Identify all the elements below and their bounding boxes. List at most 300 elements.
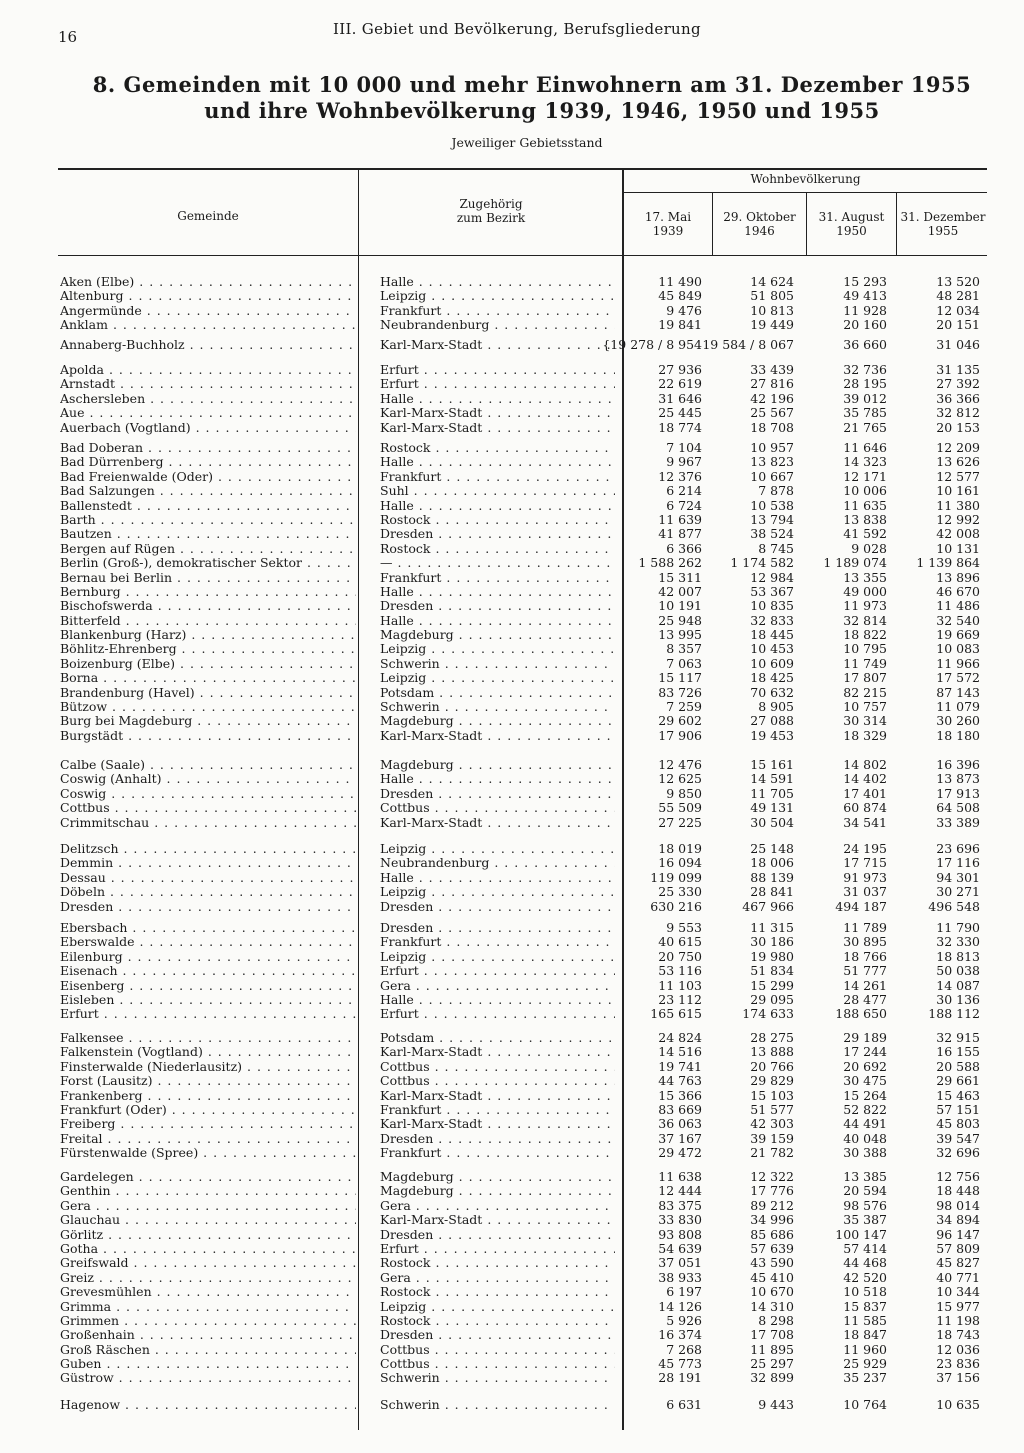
table-row: [0, 1045, 1024, 1059]
value-1939-cell: 165 615: [650, 1006, 702, 1022]
value-1955-cell: 37 156: [936, 1370, 980, 1386]
value-1946-cell: 27 088: [750, 713, 794, 729]
value-1950-cell: 40 048: [843, 1130, 887, 1146]
table-row: [0, 513, 1024, 527]
value-1946-cell: 20 766: [750, 1058, 794, 1074]
bezirk-cell: Cottbus . . .: [380, 801, 615, 815]
value-1950-cell: 17 244: [843, 1044, 887, 1060]
value-1946-cell: 14 624: [750, 274, 794, 289]
gemeinde-cell: Coswig (Anhalt) . . .: [60, 772, 356, 786]
value-1950-cell: 60 874: [843, 800, 887, 816]
gemeinde-cell: Frankenberg . . .: [60, 1089, 356, 1103]
table-row: [0, 527, 1024, 541]
table-title: [0, 72, 1024, 124]
gemeinde-cell: Aschersleben . . .: [60, 392, 356, 406]
value-1950-cell: 21 765: [843, 419, 887, 435]
table-row: [0, 671, 1024, 685]
value-1955-cell: 57 151: [936, 1101, 980, 1117]
table-row: [0, 964, 1024, 978]
gemeinde-cell: Berlin (Groß-), demokratischer Sektor . . .: [60, 556, 356, 570]
value-1950-cell: 11 973: [843, 598, 887, 614]
value-1955-cell: 64 508: [936, 800, 980, 816]
bezirk-cell: Rostock . . .: [380, 1314, 615, 1328]
header-col-1946-year: 1946: [744, 224, 775, 238]
value-1946-cell: 11 315: [750, 920, 794, 935]
value-1939-cell: 27 225: [658, 814, 702, 830]
value-1955-cell: 10 083: [936, 641, 980, 657]
value-1955-cell: 32 330: [936, 934, 980, 950]
table-row: [0, 556, 1024, 570]
value-1950-cell: 18 822: [843, 627, 887, 643]
value-1955-cell: 18 743: [936, 1327, 980, 1343]
gemeinde-cell: Greiz . . .: [60, 1271, 356, 1285]
header-bezirk-line-1: Zugehörig: [459, 197, 523, 211]
value-1950-cell: 12 171: [843, 468, 887, 484]
value-1950-cell: 35 387: [843, 1212, 887, 1228]
value-1950-cell: 188 650: [835, 1006, 887, 1022]
value-1939-cell: 11 490: [658, 274, 702, 289]
value-1939-cell: 41 877: [658, 526, 702, 542]
table-row: [0, 1074, 1024, 1088]
value-1946-cell: 14 310: [750, 1298, 794, 1314]
table-row: [0, 1146, 1024, 1160]
value-1939-cell: 9 967: [666, 454, 702, 470]
value-1950-cell: 57 414: [843, 1240, 887, 1256]
table-row: [0, 950, 1024, 964]
value-1946-cell: 25 567: [750, 405, 794, 421]
value-1950-cell: 17 807: [843, 670, 887, 686]
table-row: [0, 599, 1024, 613]
value-1946-cell: 10 538: [750, 497, 794, 513]
value-1946-cell: 30 186: [750, 934, 794, 950]
value-1939-cell: 18 019: [658, 841, 702, 856]
table-row: [0, 1371, 1024, 1385]
bezirk-cell: Halle . . .: [380, 614, 615, 628]
table-row: [0, 729, 1024, 743]
table-row: [0, 642, 1024, 656]
bezirk-cell: Frankfurt . . .: [380, 470, 615, 484]
title-line-1: 8. Gemeinden mit 10 000 und mehr Einwohnern am 31. Dezember 1955: [92, 72, 972, 97]
value-1955-cell: 87 143: [936, 684, 980, 700]
value-1950-cell: 17 715: [843, 855, 887, 871]
value-1939-cell: 45 849: [658, 288, 702, 304]
value-1955-cell: 27 392: [936, 376, 980, 392]
header-top-rule: [58, 168, 987, 170]
row-group: [0, 1170, 1024, 1386]
bezirk-cell: Neubrandenburg . . .: [380, 856, 615, 870]
value-1955-cell: 10 161: [936, 483, 980, 499]
table-row: [0, 758, 1024, 772]
table-row: [0, 628, 1024, 642]
table-subtitle: Jeweiliger Gebietsstand: [451, 135, 603, 150]
bezirk-cell: Gera . . .: [380, 979, 615, 993]
table-row: [0, 842, 1024, 856]
gemeinde-cell: Grimma . . .: [60, 1300, 356, 1314]
gemeinde-cell: Dessau . . .: [60, 871, 356, 885]
value-1946-cell: 8 905: [758, 699, 794, 715]
value-1946-cell: 9 443: [758, 1397, 794, 1412]
value-1946-cell: 11 705: [750, 785, 794, 801]
value-1946-cell: 18 708: [750, 419, 794, 435]
gemeinde-cell: Genthin . . .: [60, 1184, 356, 1198]
value-1946-cell: 85 686: [750, 1226, 794, 1242]
value-1939-cell: 55 509: [658, 800, 702, 816]
table-row: [0, 614, 1024, 628]
gemeinde-cell: Eisenach . . .: [60, 964, 356, 978]
row-group: [0, 275, 1024, 333]
bezirk-cell: Halle . . .: [380, 275, 615, 289]
value-1955-cell: 188 112: [928, 1006, 980, 1022]
value-1950-cell: 10 795: [843, 641, 887, 657]
table-row: [0, 499, 1024, 513]
value-1955-cell: 94 301: [936, 869, 980, 885]
table-row: [0, 1242, 1024, 1256]
gemeinde-cell: Aue . . .: [60, 406, 356, 420]
value-1950-cell: 29 189: [843, 1030, 887, 1045]
value-1946-cell: 19 449: [750, 317, 794, 333]
gemeinde-cell: Annaberg-Buchholz . . .: [60, 338, 356, 352]
value-1939-cell: 93 808: [658, 1226, 702, 1242]
bezirk-cell: Magdeburg . . .: [380, 1170, 615, 1184]
value-1939-cell: 37 051: [658, 1255, 702, 1271]
value-1950-cell: 31 037: [843, 884, 887, 900]
value-1955-cell: 17 572: [936, 670, 980, 686]
table-row: [0, 392, 1024, 406]
value-1955-cell: 18 813: [936, 948, 980, 964]
bezirk-cell: Karl-Marx-Stadt . . .: [380, 406, 615, 420]
value-1939-cell: 119 099: [650, 869, 702, 885]
value-1939-cell: 31 646: [658, 390, 702, 406]
value-1939-cell: 7 063: [666, 655, 702, 671]
value-1950-cell: 11 960: [843, 1341, 887, 1357]
bezirk-cell: Leipzig . . .: [380, 642, 615, 656]
table-row: [0, 1089, 1024, 1103]
value-1950-cell: 30 314: [843, 713, 887, 729]
gemeinde-cell: Cottbus . . .: [60, 801, 356, 815]
header-bottom-rule: [58, 255, 987, 256]
bezirk-cell: Frankfurt . . .: [380, 1103, 615, 1117]
value-1950-cell: 24 195: [843, 841, 887, 856]
table-row: [0, 1117, 1024, 1131]
value-1950-cell: 36 660: [843, 337, 887, 352]
bezirk-cell: Halle . . .: [380, 871, 615, 885]
table-row: [0, 1328, 1024, 1342]
value-1939-cell: 16 094: [658, 855, 702, 871]
value-1955-cell: 57 809: [936, 1240, 980, 1256]
table-row: [0, 275, 1024, 289]
gemeinde-cell: Ebersbach . . .: [60, 921, 356, 935]
value-1939-cell: 23 112: [658, 991, 702, 1007]
row-group: [0, 338, 1024, 352]
value-1955-cell: 23 836: [936, 1356, 980, 1372]
value-1939-cell: 14 126: [658, 1298, 702, 1314]
value-1955-cell: 12 209: [936, 440, 980, 455]
value-1939-cell: 22 619: [658, 376, 702, 392]
value-1950-cell: 32 814: [843, 612, 887, 628]
value-1950-cell: 18 847: [843, 1327, 887, 1343]
table-row: [0, 421, 1024, 435]
row-group: [0, 441, 1024, 743]
value-1939-cell: 83 375: [658, 1197, 702, 1213]
value-1950-cell: 49 413: [843, 288, 887, 304]
bezirk-cell: Rostock . . .: [380, 1256, 615, 1270]
value-1950-cell: 17 401: [843, 785, 887, 801]
gemeinde-cell: Gardelegen . . .: [60, 1170, 356, 1184]
value-1939-cell: 6 214: [666, 483, 702, 499]
bezirk-cell: Potsdam . . .: [380, 1031, 615, 1045]
value-1955-cell: 39 547: [936, 1130, 980, 1146]
value-1939-cell: 29 602: [658, 713, 702, 729]
table-row: [0, 484, 1024, 498]
value-1939-cell: 45 773: [658, 1356, 702, 1372]
value-1950-cell: 35 785: [843, 405, 887, 421]
bezirk-cell: Rostock . . .: [380, 542, 615, 556]
value-1939-cell: 12 625: [658, 771, 702, 787]
bezirk-cell: Frankfurt . . .: [380, 571, 615, 585]
value-1955-cell: 30 260: [936, 713, 980, 729]
value-1939-cell: 37 167: [658, 1130, 702, 1146]
bezirk-cell: Gera . . .: [380, 1271, 615, 1285]
gemeinde-cell: Eilenburg . . .: [60, 950, 356, 964]
table-row: [0, 571, 1024, 585]
bezirk-cell: Karl-Marx-Stadt . . .: [380, 1213, 615, 1227]
bezirk-cell: Dresden . . .: [380, 1132, 615, 1146]
bezirk-cell: Frankfurt . . .: [380, 935, 615, 949]
value-1946-cell: 70 632: [750, 684, 794, 700]
value-1950-cell: 14 402: [843, 771, 887, 787]
value-1955-cell: 96 147: [936, 1226, 980, 1242]
value-1955-cell: 13 626: [936, 454, 980, 470]
table-row: [0, 338, 1024, 352]
table-row: [0, 585, 1024, 599]
table-row: [0, 1256, 1024, 1270]
value-1950-cell: 30 388: [843, 1145, 887, 1161]
value-1955-cell: 10 131: [936, 540, 980, 556]
gemeinde-cell: Großenhain . . .: [60, 1328, 356, 1342]
gemeinde-cell: Borna . . .: [60, 671, 356, 685]
table-row: [0, 1060, 1024, 1074]
gemeinde-cell: Auerbach (Vogtland) . . .: [60, 421, 356, 435]
gemeinde-cell: Burgstädt . . .: [60, 729, 356, 743]
table-row: [0, 787, 1024, 801]
gemeinde-cell: Frankfurt (Oder) . . .: [60, 1103, 356, 1117]
table-row: [0, 363, 1024, 377]
value-1946-cell: 45 410: [750, 1269, 794, 1285]
value-1955-cell: 16 396: [936, 757, 980, 772]
gemeinde-cell: Eberswalde . . .: [60, 935, 356, 949]
value-1946-cell: 15 161: [750, 757, 794, 772]
table-row: [0, 1228, 1024, 1242]
gemeinde-cell: Barth . . .: [60, 513, 356, 527]
bezirk-cell: Leipzig . . .: [380, 842, 615, 856]
value-1955-cell: 10 344: [936, 1284, 980, 1300]
value-1950-cell: 44 468: [843, 1255, 887, 1271]
value-1946-cell: 11 895: [750, 1341, 794, 1357]
table-row: [0, 1213, 1024, 1227]
bezirk-cell: Rostock . . .: [380, 513, 615, 527]
gemeinde-cell: Boizenburg (Elbe) . . .: [60, 657, 356, 671]
value-1946-cell: 8 298: [758, 1312, 794, 1328]
value-1946-cell: 25 148: [750, 841, 794, 856]
value-1946-cell: 89 212: [750, 1197, 794, 1213]
value-1955-cell: 19 669: [936, 627, 980, 643]
gemeinde-cell: Altenburg . . .: [60, 289, 356, 303]
header-col-1950-year: 1950: [836, 224, 867, 238]
value-1950-cell: 51 777: [843, 963, 887, 979]
value-1955-cell: 30 136: [936, 991, 980, 1007]
gemeinde-cell: Fürstenwalde (Spree) . . .: [60, 1146, 356, 1160]
value-1955-cell: 50 038: [936, 963, 980, 979]
value-1946-cell: 13 794: [750, 511, 794, 527]
table-row: [0, 377, 1024, 391]
value-1939-cell: 36 063: [658, 1116, 702, 1132]
table-row: [0, 318, 1024, 332]
gemeinde-cell: Görlitz . . .: [60, 1228, 356, 1242]
value-1950-cell: 100 147: [835, 1226, 887, 1242]
value-1950-cell: 42 520: [843, 1269, 887, 1285]
value-1946-cell: 18 006: [750, 855, 794, 871]
bezirk-cell: — . . .: [380, 556, 615, 570]
header-bezirk-line-2: zum Bezirk: [456, 211, 526, 225]
header-col-1939-year: 1939: [652, 224, 684, 238]
value-1955-cell: 45 803: [936, 1116, 980, 1132]
value-1950-cell: 20 692: [843, 1058, 887, 1074]
value-1950-cell: 14 802: [843, 757, 887, 772]
value-1950-cell: 28 195: [843, 376, 887, 392]
header-col-1950: [807, 210, 896, 238]
table-row: [0, 816, 1024, 830]
bezirk-cell: Dresden . . .: [380, 599, 615, 613]
value-1955-cell: 17 116: [936, 855, 980, 871]
gemeinde-cell: Delitzsch . . .: [60, 842, 356, 856]
page-number: 16: [58, 28, 78, 46]
bezirk-cell: Leipzig . . .: [380, 885, 615, 899]
value-1955-cell: 20 151: [936, 317, 980, 333]
bezirk-cell: Cottbus . . .: [380, 1060, 615, 1074]
value-1946-cell: 29 095: [750, 991, 794, 1007]
bezirk-cell: Schwerin . . .: [380, 700, 615, 714]
bezirk-cell: Karl-Marx-Stadt . . .: [380, 1089, 615, 1103]
table-row: [0, 1398, 1024, 1412]
value-1950-cell: 11 789: [843, 920, 887, 935]
table-row: [0, 871, 1024, 885]
value-1950-cell: 52 822: [843, 1101, 887, 1117]
gemeinde-cell: Blankenburg (Harz) . . .: [60, 628, 356, 642]
value-1950-cell: 34 541: [843, 814, 887, 830]
value-1955-cell: 48 281: [936, 288, 980, 304]
value-1955-cell: 31 135: [936, 362, 980, 377]
value-1955-cell: 13 896: [936, 569, 980, 585]
gemeinde-cell: Groß Räschen . . .: [60, 1343, 356, 1357]
value-1946-cell: 32 899: [750, 1370, 794, 1386]
value-1946-cell: 51 805: [750, 288, 794, 304]
gemeinde-cell: Grimmen . . .: [60, 1314, 356, 1328]
value-1946-cell: 10 957: [750, 440, 794, 455]
value-1955-cell: 11 966: [936, 655, 980, 671]
value-1946-cell: 174 633: [742, 1006, 794, 1022]
bezirk-cell: Erfurt . . .: [380, 1007, 615, 1021]
value-1950-cell: 91 973: [843, 869, 887, 885]
value-1950-cell: 20 160: [843, 317, 887, 333]
value-1950-cell: 49 000: [843, 583, 887, 599]
bezirk-cell: Schwerin . . .: [380, 1398, 615, 1412]
bezirk-cell: Halle . . .: [380, 772, 615, 786]
value-1946-cell: 13 888: [750, 1044, 794, 1060]
value-1950-cell: 14 261: [843, 977, 887, 993]
value-1946-cell: 88 139: [750, 869, 794, 885]
bezirk-cell: Rostock . . .: [380, 441, 615, 455]
table-row: [0, 1314, 1024, 1328]
value-1946-cell: 32 833: [750, 612, 794, 628]
value-1939-cell: 25 948: [658, 612, 702, 628]
bezirk-cell: Dresden . . .: [380, 787, 615, 801]
bezirk-cell: Leipzig . . .: [380, 289, 615, 303]
gemeinde-cell: Erfurt . . .: [60, 1007, 356, 1021]
table-row: [0, 900, 1024, 914]
value-1946-cell: 10 670: [750, 1284, 794, 1300]
value-1950-cell: 10 518: [843, 1284, 887, 1300]
gemeinde-cell: Forst (Lausitz) . . .: [60, 1074, 356, 1088]
bezirk-cell: Leipzig . . .: [380, 950, 615, 964]
value-1939-cell: 7 259: [666, 699, 702, 715]
value-1946-cell: 42 196: [750, 390, 794, 406]
value-1939-cell: {19 278 / 8 954: [602, 337, 702, 352]
value-1946-cell: 18 445: [750, 627, 794, 643]
table-row: [0, 921, 1024, 935]
bezirk-cell: Frankfurt . . .: [380, 304, 615, 318]
value-1955-cell: 11 380: [936, 497, 980, 513]
row-group: [0, 1398, 1024, 1412]
value-1955-cell: 15 463: [936, 1087, 980, 1103]
value-1955-cell: 18 180: [936, 727, 980, 743]
value-1955-cell: 34 894: [936, 1212, 980, 1228]
header-col-1946-date: 29. Oktober: [723, 210, 796, 224]
header-bezirk: [360, 197, 622, 225]
value-1955-cell: 32 540: [936, 612, 980, 628]
table-row: [0, 1285, 1024, 1299]
value-1939-cell: 13 995: [658, 627, 702, 643]
value-1955-cell: 10 635: [936, 1397, 980, 1412]
gemeinde-cell: Falkenstein (Vogtland) . . .: [60, 1045, 356, 1059]
value-1950-cell: 1 189 074: [823, 555, 887, 571]
value-1950-cell: 13 385: [843, 1169, 887, 1184]
value-1939-cell: 9 553: [666, 920, 702, 935]
bezirk-cell: Magdeburg . . .: [380, 1184, 615, 1198]
value-1946-cell: 13 823: [750, 454, 794, 470]
value-1939-cell: 7 104: [666, 440, 702, 455]
table-row: [0, 801, 1024, 815]
gemeinde-cell: Freital . . .: [60, 1132, 356, 1146]
value-1955-cell: 496 548: [928, 898, 980, 914]
value-1939-cell: 38 933: [658, 1269, 702, 1285]
table-row: [0, 935, 1024, 949]
value-1950-cell: 44 491: [843, 1116, 887, 1132]
value-1939-cell: 11 638: [658, 1169, 702, 1184]
value-1946-cell: 10 667: [750, 468, 794, 484]
bezirk-cell: Halle . . .: [380, 993, 615, 1007]
value-1950-cell: 30 475: [843, 1073, 887, 1089]
value-1939-cell: 17 906: [658, 727, 702, 743]
bezirk-cell: Schwerin . . .: [380, 657, 615, 671]
gemeinde-cell: Bitterfeld . . .: [60, 614, 356, 628]
value-1946-cell: 1 174 582: [730, 555, 794, 571]
value-1946-cell: 15 103: [750, 1087, 794, 1103]
value-1955-cell: 13 873: [936, 771, 980, 787]
table-row: [0, 1103, 1024, 1117]
value-1955-cell: 40 771: [936, 1269, 980, 1285]
value-1946-cell: 28 275: [750, 1030, 794, 1045]
bezirk-cell: Dresden . . .: [380, 900, 615, 914]
